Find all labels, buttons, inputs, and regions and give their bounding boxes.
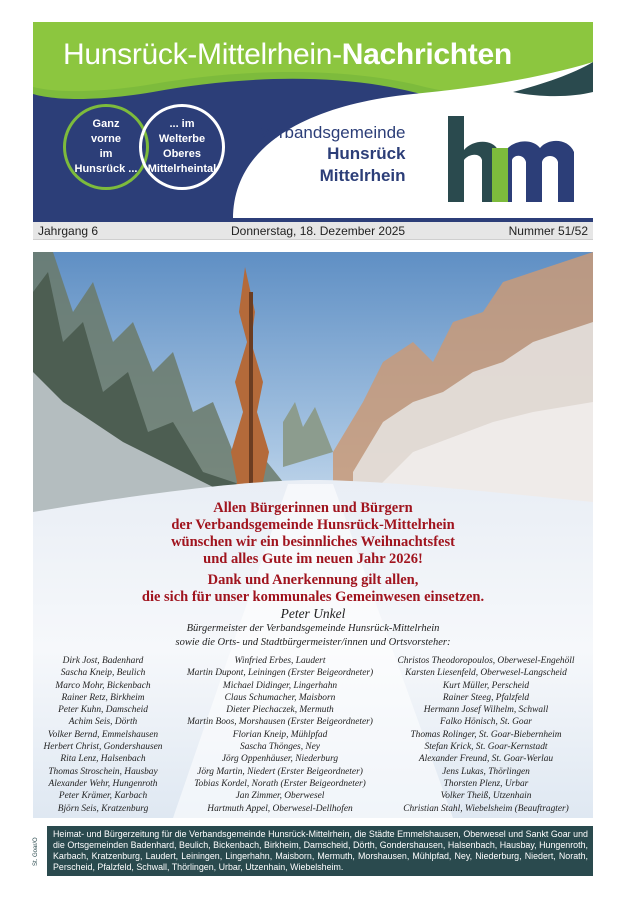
greeting-line-2: der Verbandsgemeinde Hunsrück-Mittelrhein xyxy=(171,517,455,533)
official-name-entry: Martin Boos, Morshausen (Erster Beigeordneter) xyxy=(187,717,373,728)
official-name-entry: Volker Bernd, Emmelshausen xyxy=(47,729,159,740)
issue-date: Donnerstag, 18. Dezember 2025 xyxy=(231,224,406,238)
issue-number: Nummer 51/52 xyxy=(508,224,588,238)
winter-forest-photo xyxy=(33,252,593,818)
official-name-entry: Peter Krämer, Karbach xyxy=(58,791,148,802)
official-name-entry: Jörg Martin, Niedert (Erster Beigeordneter) xyxy=(197,766,363,777)
official-name-entry: Martin Dupont, Leiningen (Erster Beigeordneter) xyxy=(186,668,374,679)
official-name-entry: Dirk Jost, Badenhard xyxy=(62,656,144,666)
official-name-entry: Michael Didinger, Lingerhahn xyxy=(222,680,338,691)
official-name-entry: Hermann Josef Wilhelm, Schwall xyxy=(423,705,549,716)
official-name-entry: Winfried Erbes, Laudert xyxy=(234,656,326,666)
official-name-entry: Jens Lukas, Thörlingen xyxy=(442,766,530,777)
masthead xyxy=(33,22,593,219)
official-name-entry: Tobias Kordel, Norath (Erster Beigeordneter) xyxy=(194,778,366,789)
official-name-entry: Kurt Müller, Perscheid xyxy=(442,680,530,691)
greeting-line-4: und alles Gute im neuen Jahr 2026! xyxy=(203,551,423,567)
footer xyxy=(33,826,593,876)
official-name-entry: Sascha Kneip, Beulich xyxy=(60,668,146,679)
greeting-line-5: Dank und Anerkennung gilt allen, xyxy=(207,572,419,588)
official-name-entry: Volker Theiß, Utzenhain xyxy=(440,791,532,802)
issue-volume: Jahrgang 6 xyxy=(38,224,99,238)
official-name-entry: Thomas Stroschein, Hausbay xyxy=(48,766,158,777)
issue-info-bar xyxy=(33,222,593,240)
official-name-entry: Rainer Retz, Birkheim xyxy=(61,692,145,703)
official-name-entry: Achim Seis, Dörth xyxy=(68,717,138,728)
official-name-entry: Claus Schumacher, Maisborn xyxy=(224,692,336,703)
official-name-entry: Thomas Rolinger, St. Goar-Biebernheim xyxy=(410,729,562,740)
footer-description: Heimat- und Bürgerzeitung für die Verbandsgemeinde Hunsrück-Mittelrhein, die Städte Emmelshausen, Oberwesel und Sankt Goar und die Ortsgemeinden Badenhard, Beulich, Bickenbach, Birkheim, Damscheid, Dörth, Gondershausen, Halsenbach, Hausbay, Hungenroth, Karbach, Kratzenburg, Laudert, Leiningen, Lingerhahn, Maisborn, Mermuth, Morshausen, Mühlpfad, Ney, Niederburg, Niedert, Norath, Perscheid, Pfalzfeld, Schwall, Thörlingen, Urbar, Utzenhain, Wiebelsheim. xyxy=(53,829,588,872)
official-name-entry: Jörg Oppenhäuser, Niederburg xyxy=(221,754,339,765)
slogan-circle-welterbe: ... im Welterbe Oberes Mittelrheintal xyxy=(139,104,225,190)
official-name-entry: Jan Zimmer, Oberwesel xyxy=(235,791,325,802)
greeting-line-1: Allen Bürgerinnen und Bürgern xyxy=(213,500,413,516)
hm-logo-icon xyxy=(448,114,578,204)
official-name-entry: Rainer Steeg, Pfalzfeld xyxy=(442,692,530,703)
newspaper-title: Hunsrück-Mittelrhein-Nachrichten xyxy=(63,38,512,71)
signer-role: Bürgermeister der Verbandsgemeinde Hunsrück-Mittelrhein xyxy=(186,623,440,634)
slogan-circle-hunsrueck: Ganz vorne im Hunsrück ... xyxy=(63,104,149,190)
names-column-1 xyxy=(33,655,173,815)
official-name-entry: Björn Seis, Kratzenburg xyxy=(57,803,149,814)
official-name-entry: Florian Kneip, Mühlpfad xyxy=(232,729,328,740)
official-name-entry: Sascha Thönges, Ney xyxy=(240,742,320,753)
names-column-2 xyxy=(175,655,385,815)
official-name-entry: Falko Hönisch, St. Goar xyxy=(440,717,532,728)
official-name-entry: Herbert Christ, Gondershausen xyxy=(43,742,163,753)
names-column-3 xyxy=(379,655,593,815)
official-name-entry: Peter Kuhn, Damscheid xyxy=(58,705,148,716)
official-name-entry: Alexander Freund, St. Goar-Werlau xyxy=(418,754,554,765)
greeting-line-3: wünschen wir ein besinnliches Weihnachtsfest xyxy=(171,534,455,550)
signer-name: Peter Unkel xyxy=(280,606,346,621)
official-name-entry: Karsten Liesenfeld, Oberwesel-Langscheid xyxy=(405,668,567,679)
official-name-entry: Christos Theodoropoulos, Oberwesel-Engehöll xyxy=(397,656,575,666)
official-name-entry: Stefan Krick, St. Goar-Kernstadt xyxy=(424,742,548,753)
footer-side-label: St. Goar/O xyxy=(33,826,47,876)
official-name-entry: Christian Stahl, Wiebelsheim (Beauftragter) xyxy=(403,803,569,814)
signer-block xyxy=(33,606,593,650)
official-name-entry: Dieter Piechaczek, Mermuth xyxy=(226,705,334,716)
signer-role-continued: sowie die Orts- und Stadtbürgermeister/innen und Ortsvorsteher: xyxy=(175,637,451,648)
municipality-name: Verbandsgemeinde Hunsrück Mittelrhein xyxy=(259,123,406,185)
official-name-entry: Hartmuth Appel, Oberwesel-Dellhofen xyxy=(207,803,353,814)
official-name-entry: Thorsten Plenz, Urbar xyxy=(443,778,529,789)
greeting-line-6: die sich für unser kommunales Gemeinwesen einsetzen. xyxy=(141,589,485,605)
official-name-entry: Rita Lenz, Halsenbach xyxy=(60,754,146,765)
official-name-entry: Alexander Wehr, Hungenroth xyxy=(48,778,158,789)
official-name-entry: Marco Mohr, Bickenbach xyxy=(55,680,151,691)
greeting-block xyxy=(33,500,593,606)
